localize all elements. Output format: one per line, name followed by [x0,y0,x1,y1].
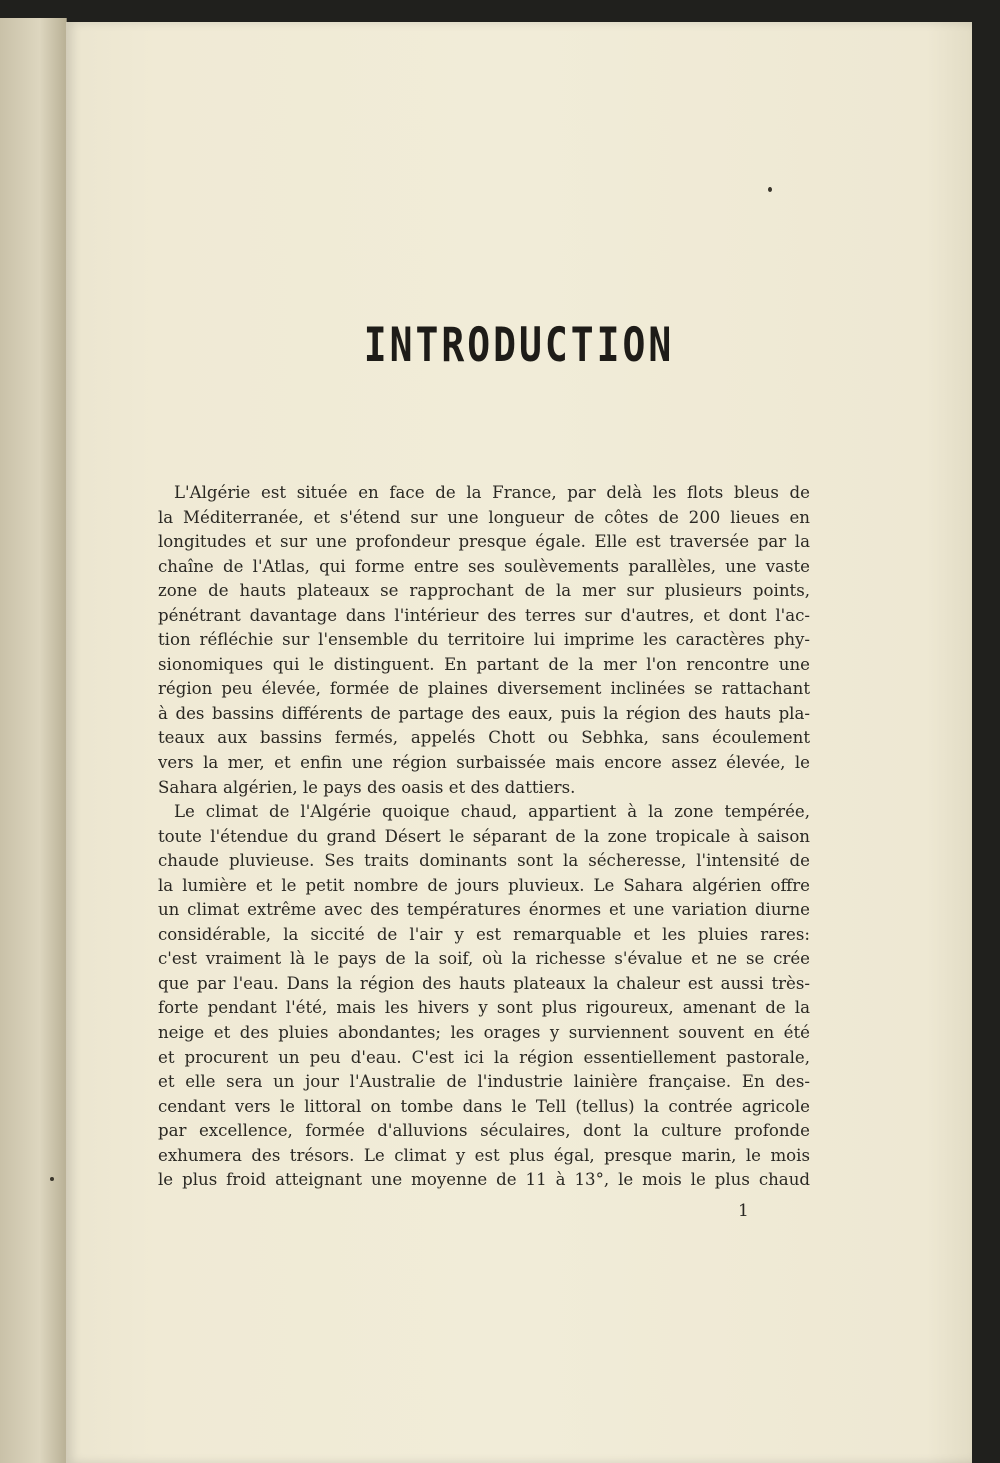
ink-speck [768,187,772,192]
left-page-edge [0,18,67,1463]
text-line: Le climat de l'Algérie quoique chaud, appartient à la zone tempérée, [174,802,810,822]
text-line: la lumière et le petit nombre de jours pluvieux. Le Sahara algérien offre [158,875,810,895]
text-line: c'est vraiment là le pays de la soif, où la richesse s'évalue et ne se crée [158,949,810,969]
text-line: neige et des pluies abondantes; les orages y surviennent souvent en été [158,1023,810,1043]
text-line: un climat extrême avec des températures énormes et une variation diurne [158,900,810,920]
page-title: INTRODUCTION [363,317,675,372]
body-text [158,481,810,1193]
text-line: région peu élevée, formée de plaines diversement inclinées se rattachant [158,679,810,699]
text-line: le plus froid atteignant une moyenne de 11 à 13°, le mois le plus chaud [158,1170,810,1190]
text-line: par excellence, formée d'alluvions séculaires, dont la culture profonde [158,1121,810,1141]
text-line: tion réfléchie sur l'ensemble du territoire lui imprime les caractères phy- [158,630,810,650]
text-line: chaîne de l'Atlas, qui forme entre ses soulèvements parallèles, une vaste [158,556,810,576]
ink-speck [50,1177,54,1181]
text-line: que par l'eau. Dans la région des hauts plateaux la chaleur est aussi très- [158,973,810,993]
text-line: Sahara algérien, le pays des oasis et des dattiers. [158,777,576,797]
text-line: considérable, la siccité de l'air y est remarquable et les pluies rares: [158,924,810,944]
text-line: forte pendant l'été, mais les hivers y sont plus rigoureux, amenant de la [158,998,810,1018]
text-line: longitudes et sur une profondeur presque égale. Elle est traversée par la [158,532,810,552]
text-line: la Méditerranée, et s'étend sur une longueur de côtes de 200 lieues en [158,507,810,527]
text-line: exhumera des trésors. Le climat y est plus égal, presque marin, le mois [158,1145,810,1165]
text-line: à des bassins différents de partage des eaux, puis la région des hauts pla- [158,703,810,723]
text-line: chaude pluvieuse. Ses traits dominants sont la sécheresse, l'intensité de [158,851,810,871]
text-line: cendant vers le littoral on tombe dans le Tell (tellus) la contrée agricole [158,1096,810,1116]
page-number: 1 [738,1201,749,1221]
text-line: toute l'étendue du grand Désert le séparant de la zone tropicale à saison [158,826,810,846]
text-line: et elle sera un jour l'Australie de l'industrie lainière française. En des- [158,1072,810,1092]
text-line: L'Algérie est située en face de la France, par delà les flots bleus de [174,483,810,502]
text-line: sionomiques qui le distinguent. En partant de la mer l'on rencontre une [158,654,810,674]
text-line: vers la mer, et enfin une région surbaissée mais encore assez élevée, le [158,753,810,773]
text-line: et procurent un peu d'eau. C'est ici la région essentiellement pastorale, [158,1047,810,1067]
book-page [66,22,972,1463]
text-line: teaux aux bassins fermés, appelés Chott ou Sebhka, sans écoulement [158,728,810,748]
text-line: zone de hauts plateaux se rapprochant de la mer sur plusieurs points, [158,581,810,601]
text-line: pénétrant davantage dans l'intérieur des terres sur d'autres, et dont l'ac- [158,605,810,625]
